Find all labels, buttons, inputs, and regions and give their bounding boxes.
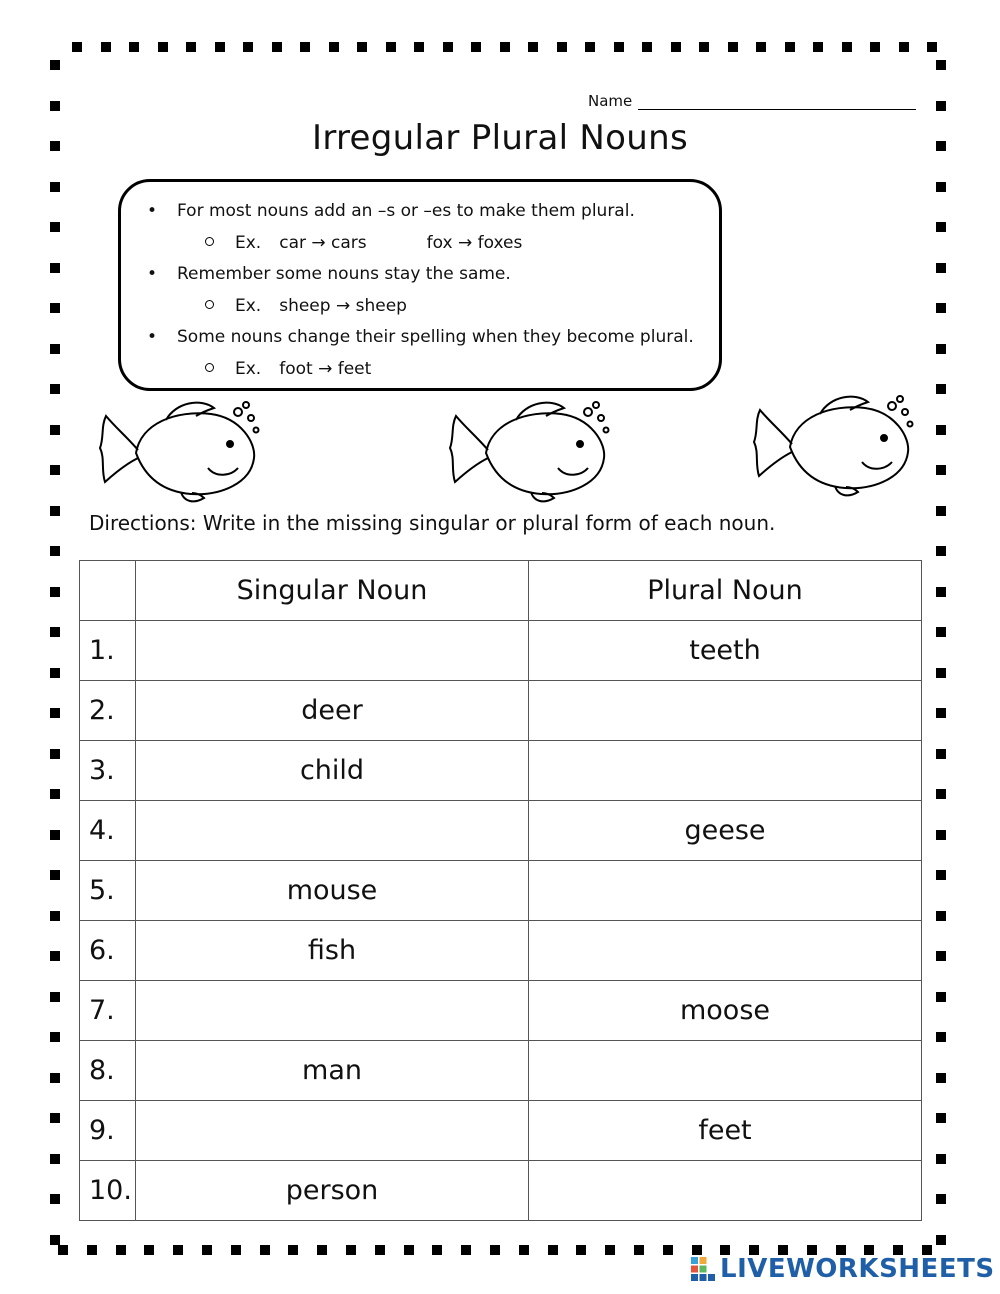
directions-text: Directions: Write in the missing singular or plural form of each noun. (89, 511, 776, 535)
header-plural: Plural Noun (529, 561, 922, 621)
border-dot (50, 992, 60, 1002)
border-dot (50, 870, 60, 880)
border-dot (936, 1194, 946, 1204)
border-dot (936, 182, 946, 192)
row-number: 1. (80, 621, 136, 681)
border-dot (300, 42, 310, 52)
rule-text: Some nouns change their spelling when they become plural. (177, 327, 694, 347)
border-dot (936, 222, 946, 232)
border-dot (50, 425, 60, 435)
fish-icon (446, 398, 616, 503)
border-dot (443, 42, 453, 52)
border-dot (557, 42, 567, 52)
border-dot (50, 1073, 60, 1083)
example-a: car → cars (279, 233, 367, 253)
border-dot (404, 1245, 414, 1255)
border-dot (50, 1235, 60, 1245)
border-dot (50, 546, 60, 556)
plural-cell: geese (529, 801, 922, 861)
plural-cell[interactable] (529, 741, 922, 801)
border-dot (414, 42, 424, 52)
border-dot (202, 1245, 212, 1255)
border-dot (634, 1245, 644, 1255)
border-dot (116, 1245, 126, 1255)
rule-1-example (235, 233, 522, 253)
plural-cell: moose (529, 981, 922, 1041)
singular-cell: person (136, 1161, 529, 1221)
border-dot (243, 42, 253, 52)
border-dot (936, 668, 946, 678)
fish-icon (750, 392, 920, 497)
border-dot (288, 1245, 298, 1255)
border-dot (50, 951, 60, 961)
circle-bullet-icon (205, 237, 214, 246)
row-number: 2. (80, 681, 136, 741)
circle-bullet-icon (205, 363, 214, 372)
border-dot (936, 1113, 946, 1123)
border-dot (585, 42, 595, 52)
rule-text: Remember some nouns stay the same. (177, 264, 511, 284)
singular-cell[interactable] (136, 621, 529, 681)
table-row (80, 741, 922, 801)
border-dot (432, 1245, 442, 1255)
border-dot (936, 911, 946, 921)
table-row (80, 681, 922, 741)
border-dot (785, 42, 795, 52)
border-dot (842, 42, 852, 52)
rule-1 (147, 201, 635, 221)
circle-bullet-icon (205, 300, 214, 309)
singular-cell: fish (136, 921, 529, 981)
singular-cell: mouse (136, 861, 529, 921)
border-dot (50, 263, 60, 273)
border-dot (87, 1245, 97, 1255)
example-prefix: Ex. (235, 296, 262, 316)
border-dot (357, 42, 367, 52)
border-dot (528, 42, 538, 52)
name-blank-line[interactable] (638, 93, 916, 110)
border-dot (50, 749, 60, 759)
row-number: 8. (80, 1041, 136, 1101)
border-dot (50, 830, 60, 840)
border-dot (375, 1245, 385, 1255)
border-dot (576, 1245, 586, 1255)
border-dot (144, 1245, 154, 1255)
liveworksheets-text: LIVEWORKSHEETS (720, 1254, 995, 1284)
border-dot (671, 42, 681, 52)
plural-cell[interactable] (529, 921, 922, 981)
plural-cell: teeth (529, 621, 922, 681)
border-dot (490, 1245, 500, 1255)
border-dot (471, 42, 481, 52)
border-dot (317, 1245, 327, 1255)
rule-3-example (235, 359, 371, 379)
singular-cell: deer (136, 681, 529, 741)
border-dot (936, 992, 946, 1002)
bullet-icon: • (147, 327, 158, 347)
rule-3 (147, 327, 694, 347)
border-dot (870, 42, 880, 52)
border-dot (50, 182, 60, 192)
name-label: Name (588, 92, 633, 110)
border-dot (663, 1245, 673, 1255)
border-dot (173, 1245, 183, 1255)
singular-cell[interactable] (136, 1101, 529, 1161)
border-dot (936, 708, 946, 718)
border-dot (50, 222, 60, 232)
border-dot (461, 1245, 471, 1255)
border-dot (50, 789, 60, 799)
border-dot (215, 42, 225, 52)
example-a: sheep → sheep (279, 296, 407, 316)
singular-cell[interactable] (136, 981, 529, 1041)
border-dot (50, 911, 60, 921)
border-dot (605, 1245, 615, 1255)
border-dot (936, 465, 946, 475)
border-dot (50, 344, 60, 354)
border-dot (50, 627, 60, 637)
border-dot (936, 101, 946, 111)
example-prefix: Ex. (235, 359, 262, 379)
border-dot (329, 42, 339, 52)
border-dot (936, 60, 946, 70)
border-dot (50, 384, 60, 394)
border-dot (927, 42, 937, 52)
border-dot (519, 1245, 529, 1255)
border-dot (50, 708, 60, 718)
border-dot (936, 506, 946, 516)
border-dot (50, 1032, 60, 1042)
border-dot (936, 749, 946, 759)
plural-cell: feet (529, 1101, 922, 1161)
example-a: foot → feet (279, 359, 372, 379)
border-dot (386, 42, 396, 52)
table-row (80, 621, 922, 681)
rules-box (118, 179, 722, 391)
example-prefix: Ex. (235, 233, 262, 253)
border-dot (260, 1245, 270, 1255)
table-row (80, 921, 922, 981)
border-dot (936, 344, 946, 354)
border-dot (72, 42, 82, 52)
border-dot (936, 425, 946, 435)
row-number: 5. (80, 861, 136, 921)
border-dot (936, 627, 946, 637)
header-number (80, 561, 136, 621)
border-dot (936, 789, 946, 799)
row-number: 10. (80, 1161, 136, 1221)
header-singular: Singular Noun (136, 561, 529, 621)
border-dot (936, 1032, 946, 1042)
border-dot (50, 1154, 60, 1164)
border-dot (936, 1073, 946, 1083)
page-title: Irregular Plural Nouns (312, 118, 688, 158)
border-dot (500, 42, 510, 52)
border-dot (936, 587, 946, 597)
border-dot (231, 1245, 241, 1255)
border-dot (936, 263, 946, 273)
border-dot (936, 1154, 946, 1164)
border-dot (936, 546, 946, 556)
border-dot (936, 384, 946, 394)
table-row (80, 1161, 922, 1221)
border-dot (50, 668, 60, 678)
table-row (80, 1101, 922, 1161)
border-dot (756, 42, 766, 52)
border-dot (936, 303, 946, 313)
plural-cell[interactable] (529, 1041, 922, 1101)
name-field (588, 92, 916, 110)
border-dot (936, 870, 946, 880)
border-dot (614, 42, 624, 52)
border-dot (936, 830, 946, 840)
border-dot (548, 1245, 558, 1255)
fish-icon (96, 398, 266, 503)
row-number: 9. (80, 1101, 136, 1161)
rule-2 (147, 264, 511, 284)
border-dot (50, 101, 60, 111)
plural-cell[interactable] (529, 1161, 922, 1221)
table-row (80, 801, 922, 861)
border-dot (936, 951, 946, 961)
row-number: 4. (80, 801, 136, 861)
border-dot (101, 42, 111, 52)
bullet-icon: • (147, 201, 158, 221)
border-dot (699, 42, 709, 52)
border-dot (50, 465, 60, 475)
plural-cell[interactable] (529, 681, 922, 741)
rule-2-example (235, 296, 407, 316)
border-dot (642, 42, 652, 52)
border-dot (272, 42, 282, 52)
border-dot (50, 1113, 60, 1123)
border-dot (936, 1235, 946, 1245)
liveworksheets-watermark (690, 1254, 995, 1284)
table-row (80, 861, 922, 921)
row-number: 7. (80, 981, 136, 1041)
border-dot (50, 60, 60, 70)
border-dot (50, 1194, 60, 1204)
border-dot (50, 587, 60, 597)
border-dot (129, 42, 139, 52)
border-dot (50, 303, 60, 313)
border-dot (158, 42, 168, 52)
row-number: 3. (80, 741, 136, 801)
border-dot (50, 506, 60, 516)
bullet-icon: • (147, 264, 158, 284)
border-dot (728, 42, 738, 52)
rule-text: For most nouns add an –s or –es to make them plural. (177, 201, 635, 221)
border-dot (186, 42, 196, 52)
liveworksheets-logo-icon (690, 1256, 716, 1282)
example-b: fox → foxes (426, 233, 523, 253)
border-dot (899, 42, 909, 52)
border-dot (813, 42, 823, 52)
singular-cell: child (136, 741, 529, 801)
plural-cell[interactable] (529, 861, 922, 921)
singular-cell[interactable] (136, 801, 529, 861)
table-row (80, 981, 922, 1041)
table-row (80, 1041, 922, 1101)
border-dot (346, 1245, 356, 1255)
nouns-table (79, 560, 922, 1221)
row-number: 6. (80, 921, 136, 981)
table-header-row (80, 561, 922, 621)
border-dot (58, 1245, 68, 1255)
singular-cell: man (136, 1041, 529, 1101)
